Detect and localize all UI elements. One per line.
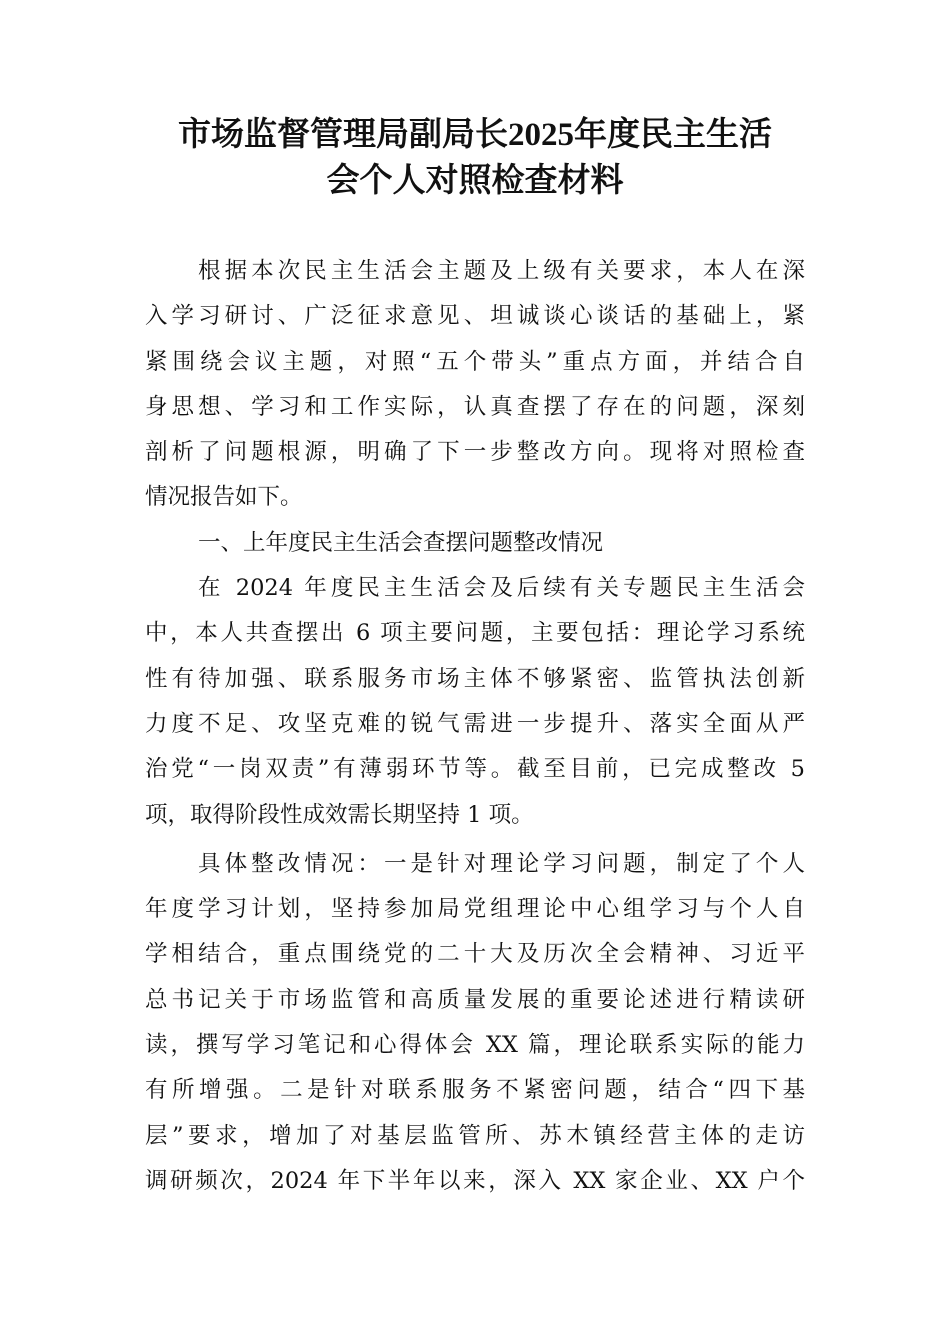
document-body (145, 249, 805, 1204)
text-line: 性有待加强、联系服务市场主体不够紧密、监管执法创新 (145, 665, 805, 692)
title-line-2: 会个人对照检查材料 (326, 163, 624, 199)
title-line-1: 市场监督管理局副局长2025年度民主生活 (178, 117, 772, 153)
text-line: 有所增强。二是针对联系服务不紧密问题，结合“四下基 (145, 1077, 805, 1104)
text-line: 身思想、学习和工作实际，认真查摆了存在的问题，深刻 (145, 393, 805, 420)
text-line: 调研频次，2024 年下半年以来，深入 XX 家企业、XX 户个 (145, 1167, 805, 1194)
text-line: 根据本次民主生活会主题及上级有关要求，本人在深 (198, 258, 805, 284)
section-heading: 一、上年度民主生活会查摆问题整改情况 (198, 529, 604, 556)
text-line: 层”要求，增加了对基层监管所、苏木镇经营主体的走访 (145, 1122, 805, 1149)
text-line: 入学习研讨、广泛征求意见、坦诚谈心谈话的基础上，紧 (145, 303, 805, 330)
section1-paragraph-1 (145, 566, 805, 838)
intro-paragraph (145, 249, 805, 521)
text-line: 具体整改情况：一是针对理论学习问题，制定了个人 (198, 850, 805, 877)
text-line: 紧围绕会议主题，对照“五个带头”重点方面，并结合自 (145, 348, 805, 375)
text-line: 总书记关于市场监管和高质量发展的重要论述进行精读研 (145, 986, 805, 1013)
text-line: 情况报告如下。 (145, 484, 303, 511)
text-line: 读，撰写学习笔记和心得体会 XX 篇，理论联系实际的能力 (145, 1032, 805, 1059)
section1-paragraph-2 (145, 842, 805, 1204)
text-line: 治党“一岗双责”有薄弱环节等。截至目前，已完成整改 5 (145, 756, 805, 783)
text-line: 年度学习计划，坚持参加局党组理论中心组学习与个人自 (145, 896, 805, 923)
text-line: 剖析了问题根源，明确了下一步整改方向。现将对照检查 (145, 439, 805, 466)
text-line: 学相结合，重点围绕党的二十大及历次全会精神、习近平 (145, 941, 805, 968)
text-line: 项，取得阶段性成效需长期坚持 1 项。 (145, 801, 534, 828)
document-title (120, 112, 830, 204)
text-line: 在 2024 年度民主生活会及后续有关专题民主生活会 (198, 575, 805, 602)
text-line: 力度不足、攻坚克难的锐气需进一步提升、落实全面从严 (145, 710, 805, 737)
text-line: 中，本人共查摆出 6 项主要问题，主要包括：理论学习系统 (145, 620, 805, 647)
